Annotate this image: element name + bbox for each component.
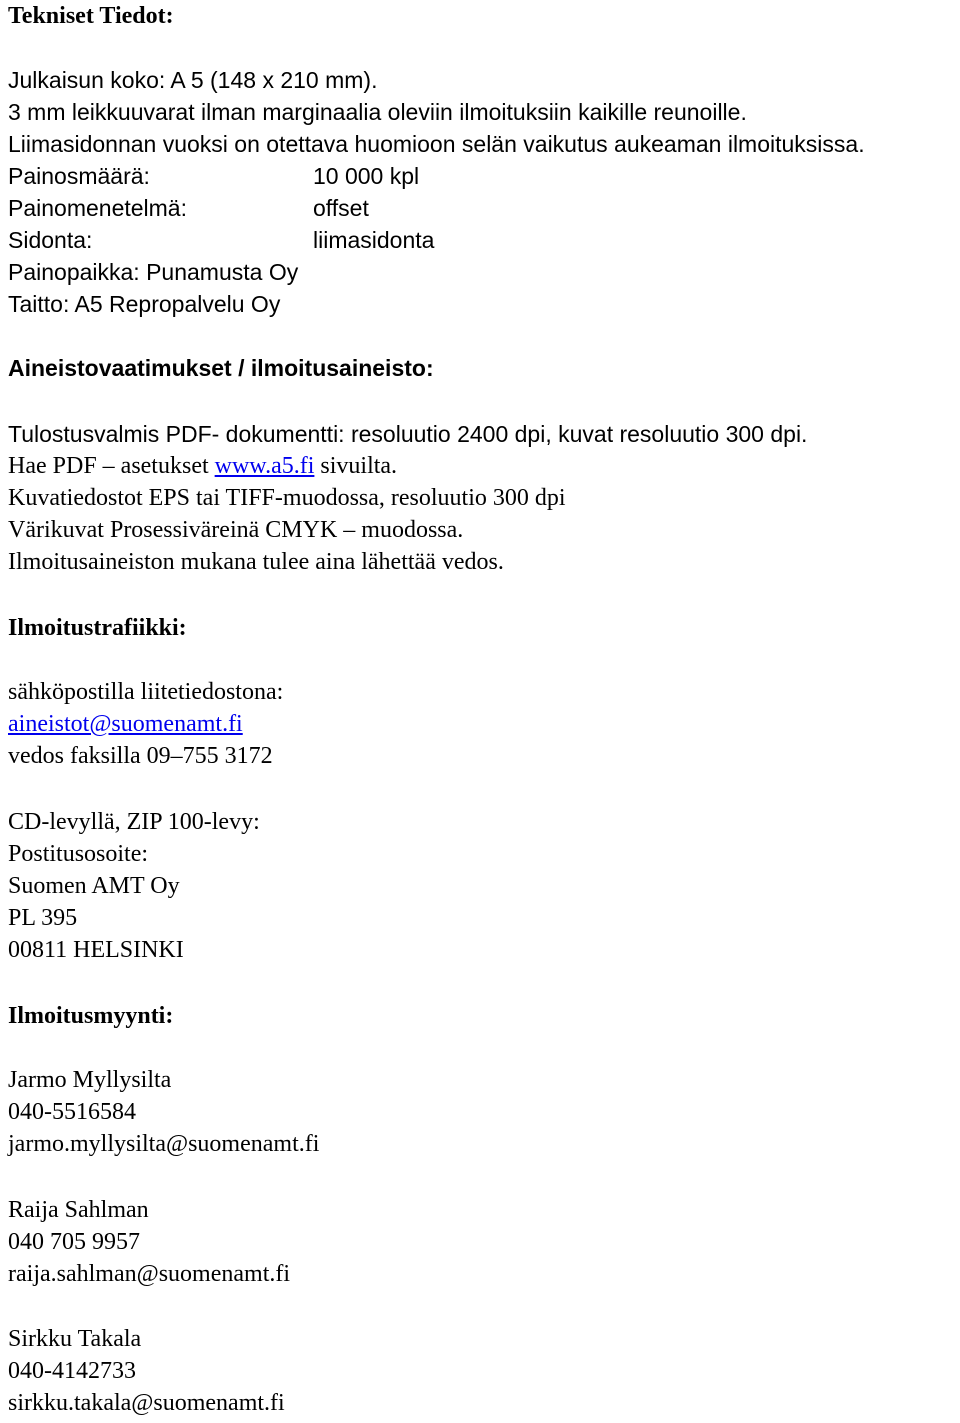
tech-layout-line: Taitto: A5 Repropalvelu Oy [8,291,281,317]
tech-row-value: offset [313,195,369,221]
materials-proof-line: Ilmoitusaineiston mukana tulee aina lähettää vedos. [8,549,504,575]
materials-color-line: Värikuvat Prosessiväreinä CMYK – muodossa. [8,517,464,543]
tech-printer-line: Painopaikka: Punamusta Oy [8,259,299,285]
tech-row-label: Sidonta: [8,227,93,253]
materials-pdf-line: Tulostusvalmis PDF- dokumentti: resoluutio 2400 dpi, kuvat resoluutio 300 dpi. [8,421,808,447]
graphics-company: Suomen AMT Oy [8,873,180,899]
materials-heading: Aineistovaatimukset / ilmoitusaineisto: [8,355,434,381]
materials-settings-suffix: sivuilta. [314,453,398,479]
sales-contact-name: Raija Sahlman [8,1197,149,1223]
graphics-fax-line: vedos faksilla 09–755 3172 [8,743,273,769]
graphics-heading: Ilmoitustrafiikki: [8,615,187,641]
tech-row-value: 10 000 kpl [313,163,420,189]
graphics-cd-line: CD-levyllä, ZIP 100-levy: [8,809,260,835]
graphics-email-line [8,708,243,740]
sales-contact-name: Jarmo Myllysilta [8,1067,172,1093]
a5-website-link[interactable]: www.a5.fi [214,453,315,479]
graphics-city: 00811 HELSINKI [8,937,184,963]
sales-contact-phone: 040-4142733 [8,1358,136,1384]
graphics-email-intro: sähköpostilla liitetiedostona: [8,679,284,705]
materials-image-format-line: Kuvatiedostot EPS tai TIFF-muodossa, resoluutio 300 dpi [8,485,566,511]
sales-contact-email: sirkku.takala@suomenamt.fi [8,1390,285,1416]
materials-email-link[interactable]: aineistot@suomenamt.fi [8,711,243,737]
tech-heading: Tekniset Tiedot: [8,3,174,29]
tech-size-line: Julkaisun koko: A 5 (148 x 210 mm). [8,67,378,93]
tech-row-label: Painosmäärä: [8,163,150,189]
sales-contact-phone: 040 705 9957 [8,1229,140,1255]
materials-settings-line [8,450,397,482]
tech-row-value: liimasidonta [313,227,435,253]
materials-settings-prefix: Hae PDF – asetukset [8,453,215,479]
graphics-po-box: PL 395 [8,905,78,931]
sales-contact-phone: 040-5516584 [8,1099,136,1125]
sales-contact-email: raija.sahlman@suomenamt.fi [8,1261,291,1287]
sales-contact-email: jarmo.myllysilta@suomenamt.fi [8,1131,320,1157]
tech-binding-note: Liimasidonnan vuoksi on otettava huomioon selän vaikutus aukeaman ilmoituksissa. [8,131,865,157]
sales-heading: Ilmoitusmyynti: [8,1003,174,1029]
tech-bleed-line: 3 mm leikkuuvarat ilman marginaalia oleviin ilmoituksiin kaikille reunoille. [8,99,747,125]
graphics-postal-label: Postitusosoite: [8,841,149,867]
tech-row-label: Painomenetelmä: [8,195,187,221]
sales-contact-name: Sirkku Takala [8,1326,142,1352]
